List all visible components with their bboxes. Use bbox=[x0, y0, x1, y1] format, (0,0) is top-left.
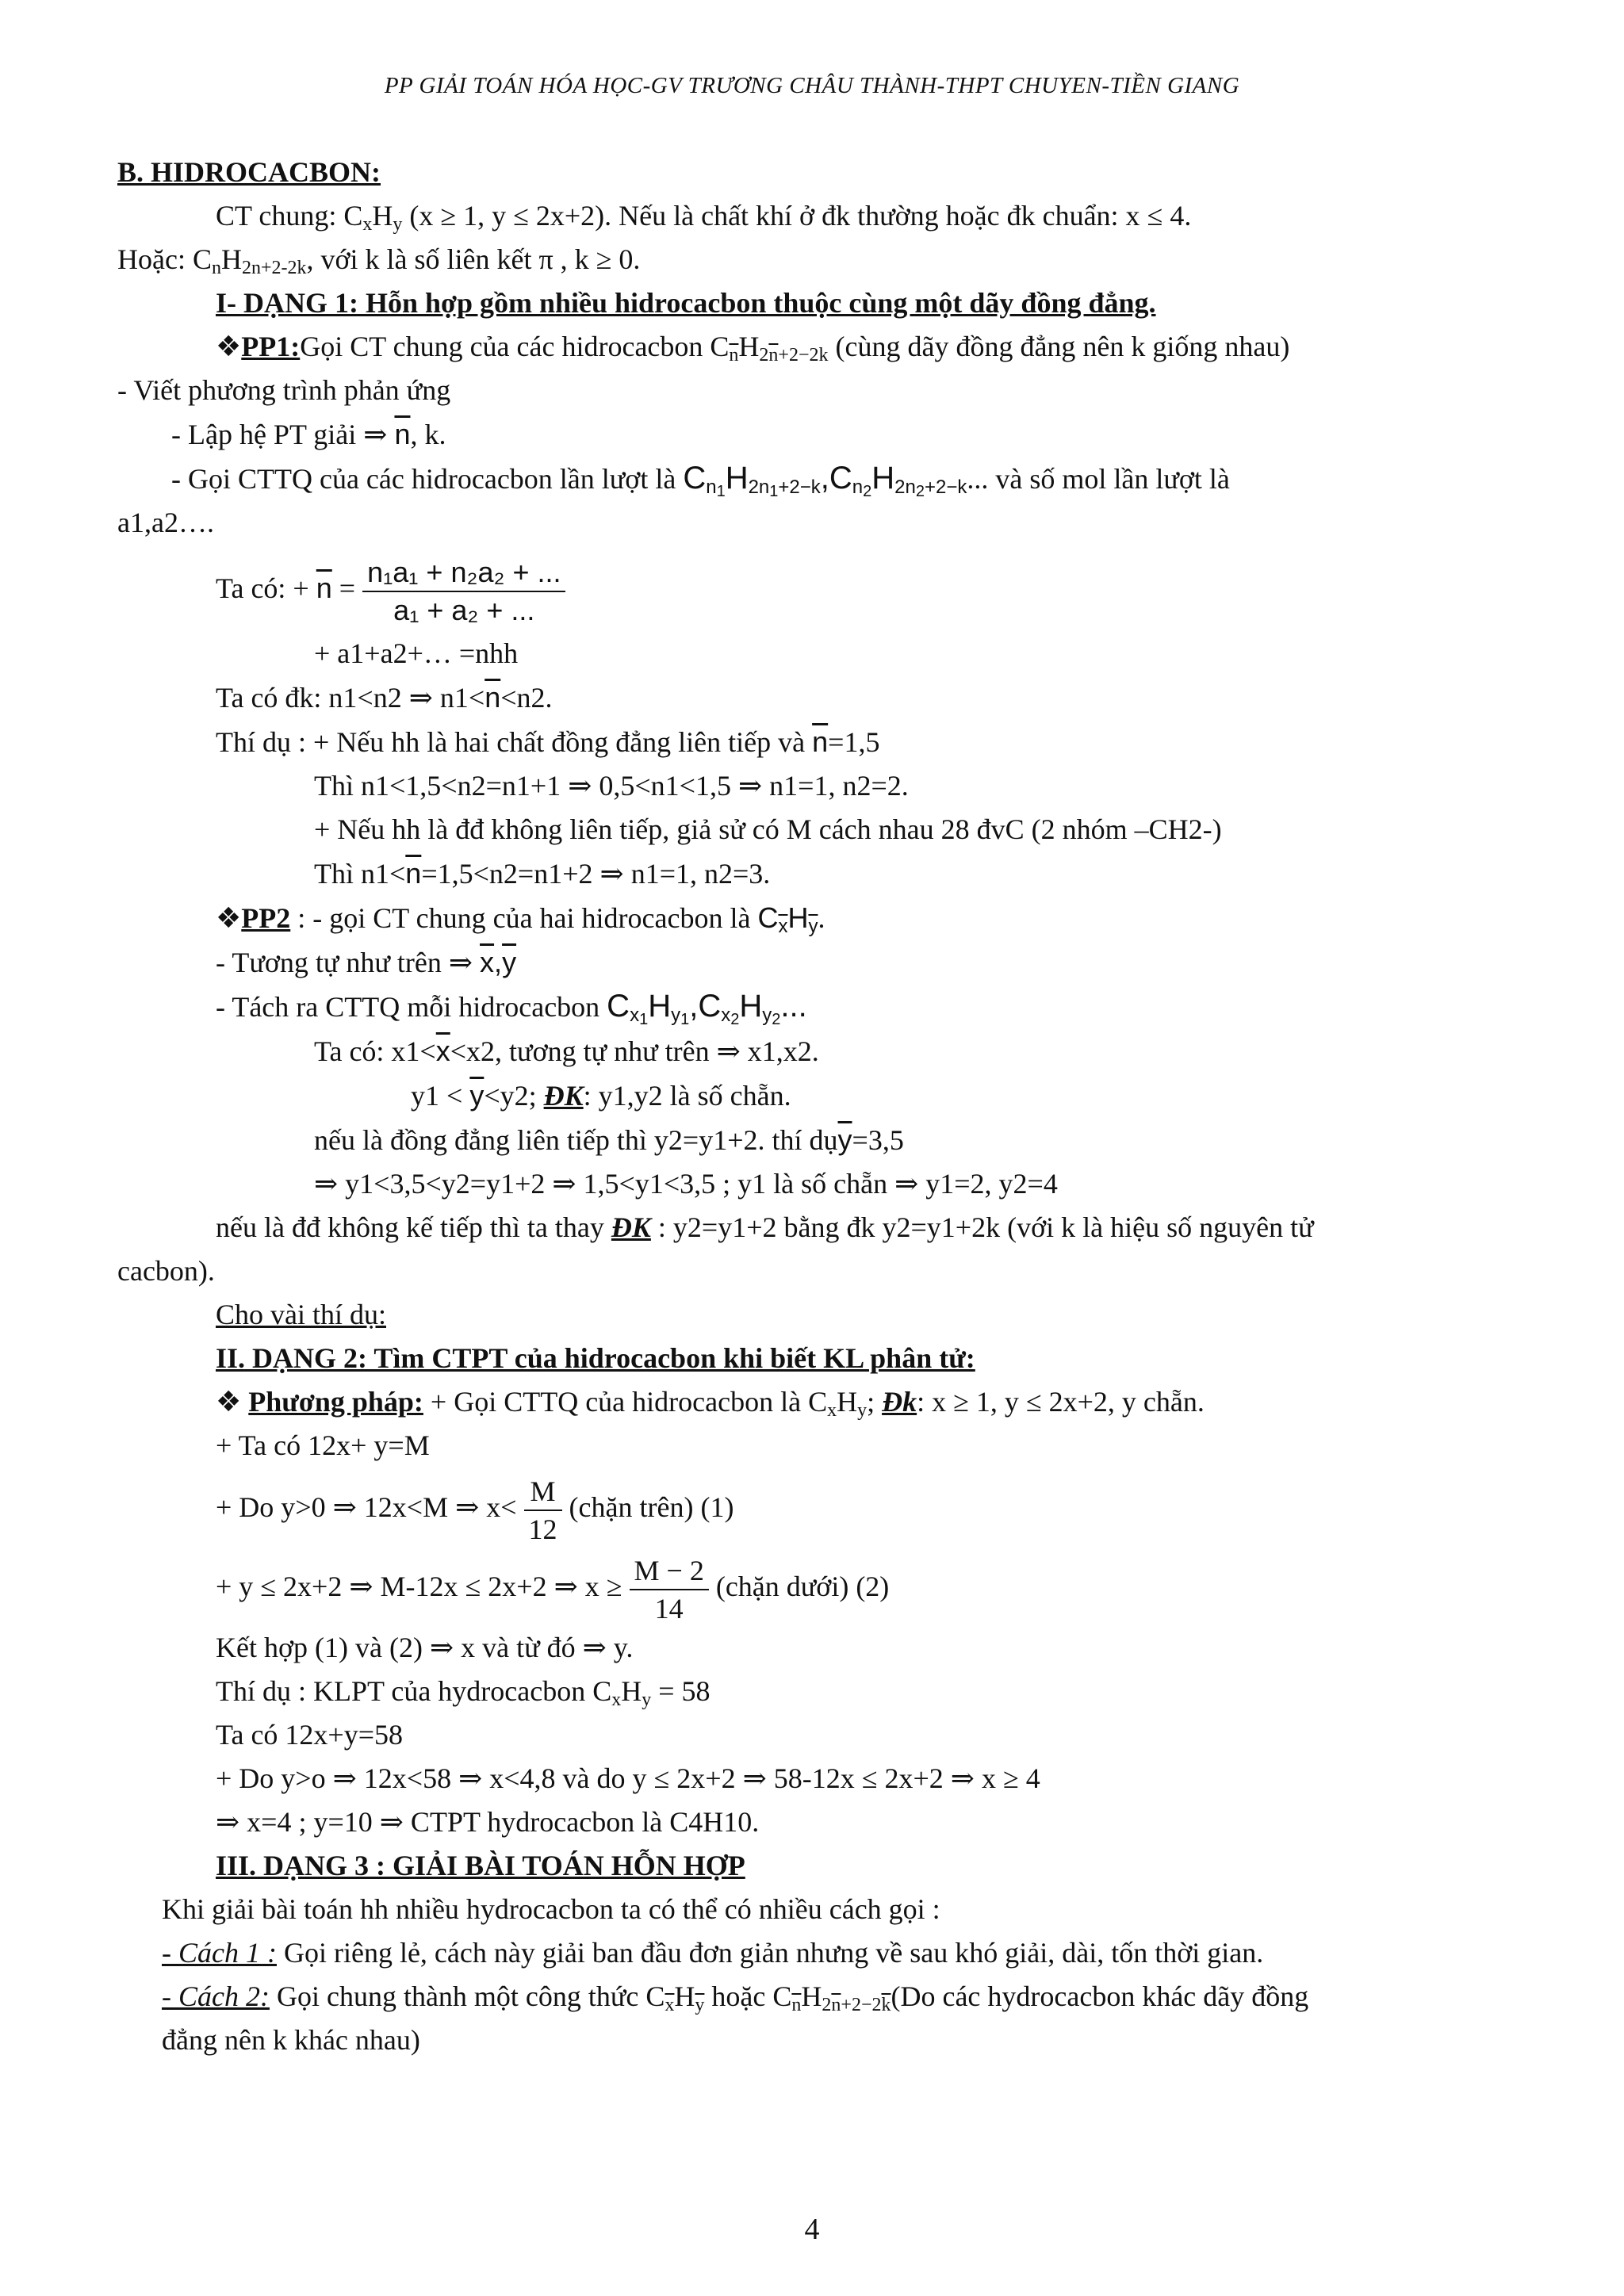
cach2-line: - Cách 2: Gọi chung thành một công thức $C_{\overline{x}}H_{\overline{y}}$ hoặc $C_{\overline{n}}H_{2\overline{n}+2-2\overline{k}}(Do$ các hydrocacbon khác dãy đồng bbox=[162, 1980, 1309, 2015]
viet-pt-line: - Viết phương trình phản ứng bbox=[117, 374, 451, 406]
y-line: $y1 < \overline{y}<y2$; ĐK: y1,y2 là số chẵn. bbox=[411, 1079, 791, 1112]
x4-line: ⇒ x=4 ; y=10 ⇒ CTPT hydrocacbon là C4H10. bbox=[216, 1806, 760, 1838]
ct-chung-line: CT chung: $C_xH_y$ (x ≥ 1, y ≤ 2x+2). Nếu là chất khí ở đk thường hoặc đk chuẩn: x ≤ 4. bbox=[216, 200, 1192, 235]
page-body bbox=[117, 151, 1521, 2062]
hoac-line: Hoặc: $C_nH_{2n+2-2k}$, với k là số liên kết π , k ≥ 0. bbox=[117, 243, 641, 278]
formula-cn-h2n: $C_{\overline{n}}H_{2\overline{n}+2-2k}$ bbox=[710, 331, 829, 365]
impl-y-line: ⇒ y1<3,5<y2=y1+2 ⇒ 1,5<y1<3,5 ; y1 là số chẵn ⇒ y1=2, y2=4 bbox=[314, 1168, 1058, 1200]
ta-co-x-line: Ta có: $x1<\overline{x}<x2$, tương tự như trên ⇒ x1,x2. bbox=[314, 1035, 819, 1067]
sum-a-line: + a1+a2+… =nhh bbox=[314, 637, 519, 669]
ta-co-12x-line: + Ta có 12x+ y=M bbox=[216, 1429, 430, 1461]
thi-n2-line: Thì $n1<\overline{n}=1,5<n2=n1+2$ ⇒ n1=1, n2=3. bbox=[314, 857, 771, 890]
dang2-title: II. DẠNG 2: Tìm CTPT của hidrocacbon khi biết KL phân tử: bbox=[216, 1342, 975, 1374]
diamond-bullet-icon: ❖ bbox=[216, 1386, 242, 1418]
dang1-title: I- DẠNG 1: Hỗn hợp gồm nhiều hidrocacbon thuộc cùng một dãy đồng đẳng. bbox=[216, 287, 1156, 319]
a1a2-line: a1,a2…. bbox=[117, 507, 214, 538]
khi-giai-line: Khi giải bài toán hh nhiều hydrocacbon ta có thể có nhiều cách gọi : bbox=[162, 1893, 940, 1925]
cho-vai-line: Cho vài thí dụ: bbox=[216, 1299, 386, 1330]
neu-la-dd-line: nếu là đđ không kế tiếp thì ta thay ĐK : y2=y1+2 bằng đk y2=y1+2k (với k là hiệu số nguyên tử bbox=[216, 1211, 1314, 1243]
running-header: PP GIẢI TOÁN HÓA HỌC-GV TRƯƠNG CHÂU THÀNH-THPT CHUYEN-TIỀN GIANG bbox=[384, 73, 1240, 98]
ket-hop-line: Kết hợp (1) và (2) ⇒ x và từ đó ⇒ y. bbox=[216, 1632, 634, 1663]
dang3-title: III. DẠNG 3 : GIẢI BÀI TOÁN HỖN HỢP bbox=[216, 1850, 745, 1881]
diamond-bullet-icon: ❖ bbox=[216, 902, 242, 935]
dang-nen-line: đẳng nên k khác nhau) bbox=[162, 2024, 420, 2056]
fraction-nbar: $\frac{\text{n₁a₁ + n₂a₂ + ...}}{\text{a₁ + a₂ + ...}}$ bbox=[362, 554, 565, 629]
tuong-tu-line: - Tương tự như trên ⇒ $\overline{x},\overline{y}$ bbox=[216, 946, 517, 978]
formula-cx1hy1: $C_{x_1}H_{y_1},C_{x_2}H_{y_2}$... bbox=[607, 989, 807, 1028]
y-le-line: + y ≤ 2x+2 ⇒ M-12x ≤ 2x+2 ⇒ x ≥ $\frac{M - 2}{14}$ (chặn dưới) (2) bbox=[117, 1547, 1521, 1626]
cacbon-line: cacbon). bbox=[117, 1255, 215, 1287]
ta-co-58-line: Ta có 12x+y=58 bbox=[216, 1719, 404, 1751]
section-b-title: B. HIDROCACBON: bbox=[117, 156, 381, 188]
do-y-line: + Do y>0 ⇒ 12x<M ⇒ x< $\frac{M}{12}$ (chặn trên) (1) bbox=[117, 1468, 1521, 1547]
neu-dd-line: nếu là đồng đẳng liên tiếp thì y2=y1+2. thí $dụ\overline{y}=3,5$ bbox=[314, 1123, 904, 1156]
formula-cxhy-bar: $C_{\overline{x}}H_{\overline{y}}$ bbox=[757, 901, 818, 937]
thi-du1-line: Thí dụ : + Nếu hh là hai chất đồng đẳng liên tiếp và $\overline{n}=1,5$ bbox=[216, 725, 880, 758]
pp2-line: ❖PP2 : - gọi CT chung của hai hidrocacbon là $C_{\overline{x}}H_{\overline{y}}$. bbox=[216, 901, 825, 937]
pp-line: ❖ Phương pháp: + Gọi CTTQ của hidrocacbon là $C_xH_y$; Đk: x ≥ 1, y ≤ 2x+2, y chẵn. bbox=[216, 1386, 1205, 1421]
dk-line: Ta có đk: n1<n2 ⇒ $n1<\overline{n}<n2$. bbox=[216, 681, 553, 714]
page-number: 4 bbox=[804, 2213, 820, 2246]
fraction-m-12: $\frac{M}{12}$ bbox=[524, 1473, 562, 1548]
pp1-line: ❖PP1:Gọi CT chung của các hidrocacbon $C_{\overline{n}}H_{2\overline{n}+2-2k}$ (cùng dãy đồng đẳng nên k giống nhau) bbox=[216, 331, 1290, 365]
ta-co-nbar-line: Ta có: + $\overline{n}$ = $\frac{\text{n₁a₁ + n₂a₂ + ...}}{\text{a₁ + a₂ + ...}}$ bbox=[117, 545, 1521, 632]
neu-hh-line: + Nếu hh là đđ không liên tiếp, giả sử có M cách nhau 28 đvC (2 nhóm –CH2-) bbox=[314, 813, 1222, 845]
lap-he-line: - Lập hệ PT giải ⇒ $\overline{n}$, k. bbox=[171, 418, 446, 450]
tach-ra-line: - Tách ra CTTQ mỗi hidrocacbon $C_{x_1}H_{y_1},C_{x_2}H_{y_2}$... bbox=[216, 989, 807, 1028]
diamond-bullet-icon: ❖ bbox=[216, 331, 242, 363]
formula-cxhy-generic: $C_{\overline{x}}H_{\overline{y}}$ bbox=[645, 1980, 705, 2015]
cach1-line: - Cách 1 : Gọi riêng lẻ, cách này giải ban đầu đơn giản nhưng về sau khó giải, dài, tốn thời gian. bbox=[162, 1937, 1264, 1969]
formula-cttq: $C_{n_1}H_{2n_1+2-k},C_{n_2}H_{2n_2+2-k}$ bbox=[683, 461, 967, 500]
thi-du-klpt-line: Thí dụ : KLPT của hydrocacbon $C_xH_y = 58$ bbox=[216, 1675, 710, 1710]
goi-cttq-line: - Gọi CTTQ của các hidrocacbon lần lượt là $C_{n_1}H_{2n_1+2-k},C_{n_2}H_{2n_2+2-k}$... và số mol lần lượt là bbox=[171, 461, 1230, 500]
formula-cnh2n-generic: $C_{\overline{n}}H_{2\overline{n}+2-2\overline{k}}$ bbox=[772, 1980, 891, 2015]
do-y-o-line: + Do y>o ⇒ 12x<58 ⇒ x<4,8 và do y ≤ 2x+2 ⇒ 58-12x ≤ 2x+2 ⇒ x ≥ 4 bbox=[216, 1762, 1040, 1794]
thi-n1-line: Thì n1<1,5<n2=n1+1 ⇒ 0,5<n1<1,5 ⇒ n1=1, n2=2. bbox=[314, 770, 909, 802]
fraction-m2-14: $\frac{M - 2}{14}$ bbox=[630, 1552, 709, 1627]
